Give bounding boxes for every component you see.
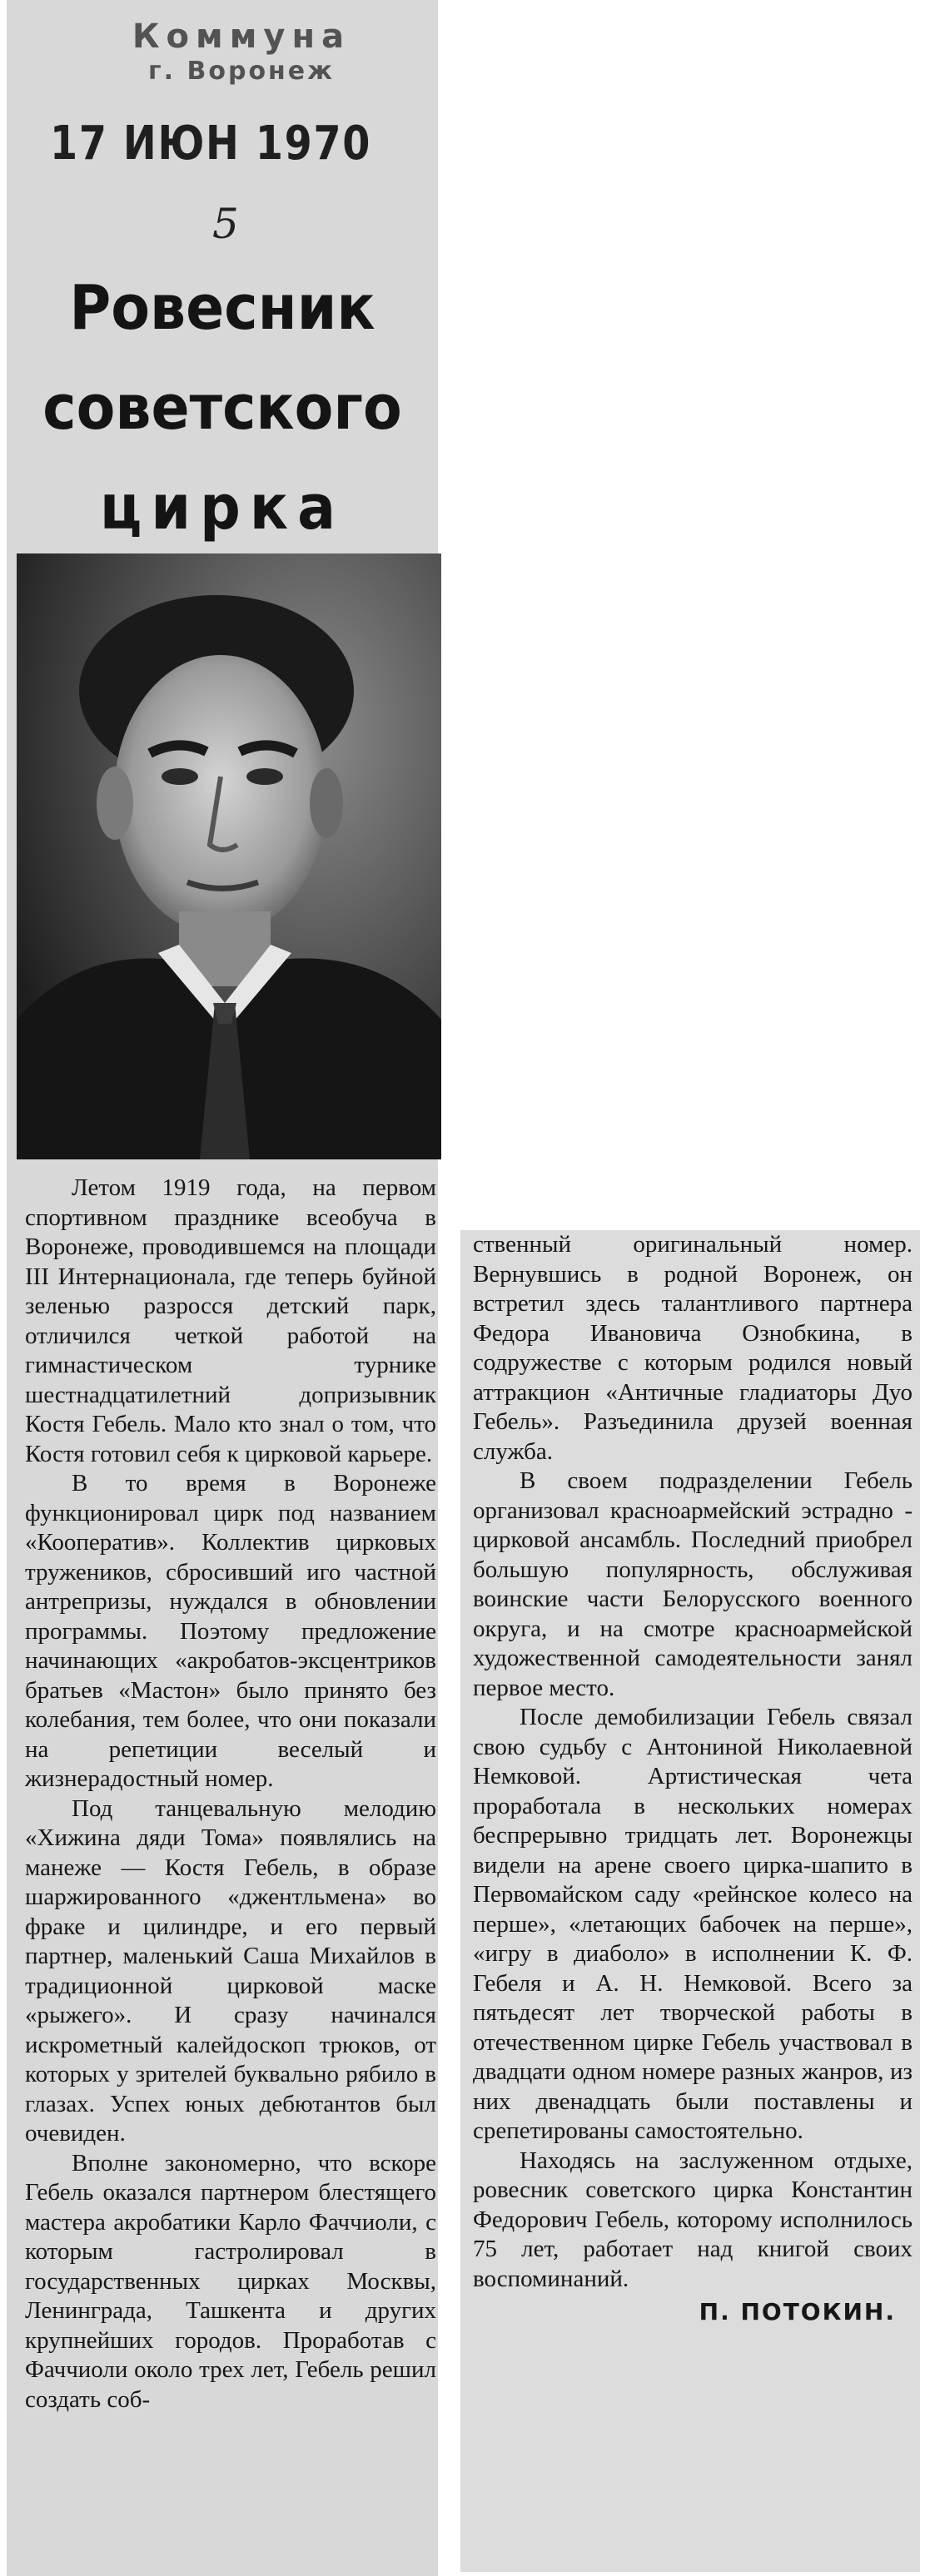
date-stamp: 17 ИЮН 1970 [50, 117, 372, 171]
article-column-right [473, 1230, 913, 2327]
article-paragraph: В своем подразделении Гебель организовал красноармейский эстрадно - цирковой ансамбль. Последний приобрел большую популярность, обслуживая воинские части Белорусского военного округа, и на смотре красноармейской художественной самодеятельности занял первое место. [473, 1467, 913, 1701]
article-paragraph: Летом 1919 года, на первом спортивном празднике всеобуча в Воронеже, проводившемся на площади III Интернационала, где теперь буйной зеленью разросся детский парк, отличился четкой работой на гимнастическом турнике шестнадцатилетний допризывник Костя Гебель. Мало кто знал о том, что Костя готовил себя к цирковой карьере. [25, 1174, 436, 1467]
article-column-left [25, 1174, 436, 2415]
author-signature: П. ПОТОКИН. [699, 2298, 896, 2325]
stamp-city: г. Воронеж [147, 57, 335, 86]
article-paragraph: ственный оригинальный номер. Вернувшись в родной Воронеж, он встретил здесь талантливого партнера Федора Ивановича Ознобкина, в содружестве с которым родился новый аттракцион «Античные гладиаторы Дуо Гебель». Разъединила друзей военная служба. [473, 1231, 913, 1465]
portrait-illustration [17, 553, 441, 1159]
article-headline [7, 258, 438, 558]
headline-line-3: цирка [99, 472, 346, 543]
stamp-newspaper-name: Коммуна [132, 17, 351, 56]
article-paragraph: В то время в Воронеже функционировал цирк под названием «Кооператив». Коллектив цирковых тружеников, сбросивший иго частной антрепризы, нуждался в обновлении программы. Поэтому предложение начинающих «акробатов-эксцентриков братьев «Мастон» было принято без колебания, тем более, что они показали на репетиции веселый и жизнерадостный номер. [25, 1470, 436, 1792]
article-paragraph: Под танцевальную мелодию «Хижина дяди Тома» появлялись на манеже — Костя Гебель, в образе шаржированного «джентльмена» во фраке и цилиндре, и его первый партнер, маленький Саша Михайлов в традиционной цирковой маске «рыжего». И сразу начинался искрометный калейдоскоп трюков, от которых у зрителей буквально рябило в глазах. Успех юных дебютантов был очевиден. [25, 1794, 436, 2147]
headline-line-2: советского [42, 372, 402, 444]
article-paragraph: Вполне закономерно, что вскоре Гебель оказался партнером блестящего мастера акробатики Карло Фаччиоли, с которым гастролировал в государственных цирках Москвы, Ленинграда, Ташкента и других крупнейших городов. Проработав с Фаччиоли около трех лет, Гебель решил создать соб- [25, 2149, 436, 2413]
portrait-photo [17, 553, 441, 1159]
source-stamp [108, 17, 375, 87]
article-paragraph: Находясь на заслуженном отдыхе, ровесник советского цирка Константин Федорович Гебель, которому исполнилось 75 лет, работает над книгой своих воспоминаний. [473, 2147, 913, 2292]
handwritten-page-number: 5 [212, 200, 239, 248]
article-paragraph: После демобилизации Гебель связал свою судьбу с Антониной Николаевной Немковой. Артистическая чета проработала в нескольких номерах беспрерывно тридцать лет. Воронежцы видели на арене своего цирка-шапито в Первомайском саду «рейнское колесо на перше», «летающих бабочек на перше», «игру в диаболо» в исполнении К. Ф. Гебеля и А. Н. Немковой. Всего за пятьдесят лет творческой работы в отечественном цирке Гебель участвовал в двадцати одном номере разных жанров, из них двенадцать были поставлены и срепетированы самостоятельно. [473, 1704, 913, 2144]
headline-line-1: Ровесник [69, 272, 375, 344]
